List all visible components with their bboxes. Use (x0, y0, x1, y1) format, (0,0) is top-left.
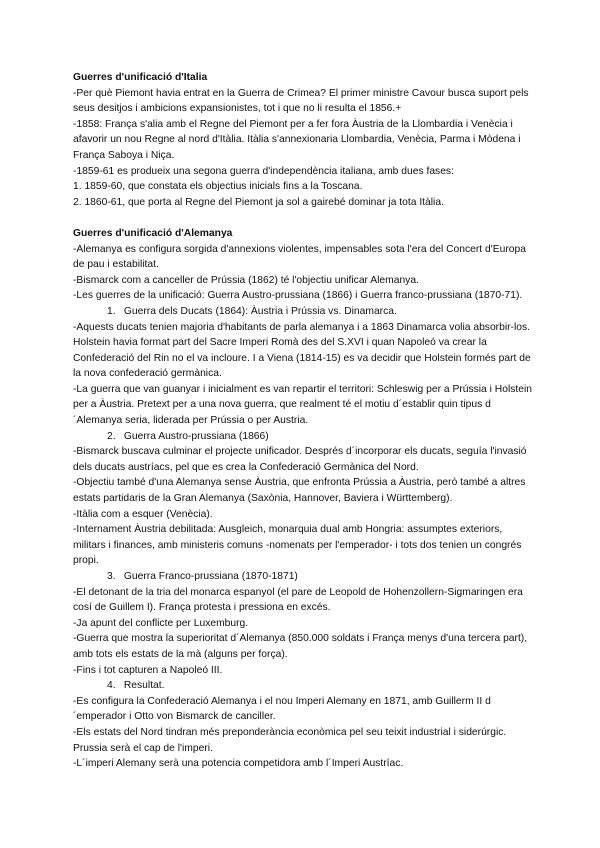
subsection-title: Guerra Austro-prussiana (1866) (123, 430, 269, 442)
paragraph: -Fins i tot capturen a Napoleó III. (73, 664, 223, 676)
section-heading-germany: Guerres d'unificació d'Alemanya (73, 227, 233, 239)
paragraph: -Internament Àustria debilitada: Ausgleich, monarquia dual amb Hongria: assumptes exteriors, militars i finances, amb ministeris comuns -nomenats per l'emperador- i tots dos tenien un congrés propi. (73, 524, 522, 567)
list-number: 4. (107, 680, 116, 692)
paragraph: -Guerra que mostra la superioritat d´Alemanya (850.000 soldats i França menys d'una tercera part), amb tots els estats de la mà (alguns per força). (73, 633, 528, 660)
subsection-title: Guerra dels Ducats (1864): Àustria i Prússia vs. Dinamarca. (123, 305, 397, 317)
paragraph: -Els estats del Nord tindran més preponderància econòmica pel seu teixit industrial i siderúrgic. Prussia serà el cap de l'imperi. (73, 726, 507, 754)
paragraph: -El detonant de la tria del monarca espanyol (el pare de Leopold de Hohenzollern-Sigmaringen era cosí de Guillem I). França protesta i pressiona en excés. (73, 586, 523, 614)
paragraph: -Aquests ducats tenien majoria d'habitants de parla alemanya i a 1863 Dinamarca volia absorbir-los. Holstein havia format part del Sacre Imperi Romà des del S.XVI i quan Napoleó va crear la Confederació del Rin no el va incloure. I a Viena (1814-15) es va decidir que Holstein formés part de la nova confederació germànica. (73, 321, 531, 380)
document-body (73, 70, 535, 772)
paragraph: 1. 1859-60, que constata els objectius inicials fins a la Toscana. (73, 181, 363, 193)
paragraph: -Objectiu també d'una Alemanya sense Àustria, que enfronta Prússia a Àustria, però també a altres estats partidaris de la Gran Alemanya (Saxònia, Hannover, Baviera i Württemberg). (73, 477, 526, 505)
subsection-title: Resultat. (123, 680, 165, 692)
subsection-heading-ducats (73, 304, 535, 320)
paragraph: -Alemanya es configura sorgida d'annexions violentes, impensables sota l'era del Concert d'Europa de pau i estabilitat. (73, 243, 526, 271)
paragraph: -1858: França s'alia amb el Regne del Piemont per a fer fora Àustria de la Llombardia i Venècia i afavorir un nou Regne al nord d'Itàlia. Itàlia s'annexionaria Llombardia, Venècia, Parma i Mòdena i França Saboya i Niça. (73, 118, 521, 161)
paragraph: -Itàlia com a esquer (Venècia). (73, 508, 213, 520)
paragraph: -L´imperi Alemany serà una potencia competidora amb l´Imperi Austríac. (73, 758, 404, 770)
section-heading-italy: Guerres d'unificació d'Italia (73, 72, 208, 83)
subsection-title: Guerra Franco-prussiana (1870-1871) (123, 571, 298, 582)
subsection-heading-austro-prussian (73, 429, 535, 445)
list-number: 1. (107, 305, 116, 317)
paragraph: -Es configura la Confederació Alemanya i el nou Imperi Alemany en 1871, amb Guillerm II d´emperador i Otto von Bismarck de canciller. (73, 695, 491, 723)
list-number: 3. (107, 571, 116, 582)
paragraph: -La guerra que van guanyar i inicialment es van repartir el territori: Schleswig per a Prússia i Holstein per a Àustria. Pretext per a una nova guerra, que realment té el motiu d´establir quin tipus d´Alemanya seria, liderada per Prússia o per Austria. (73, 383, 532, 427)
list-number: 2. (107, 430, 116, 442)
subsection-heading-franco-prussian (73, 569, 535, 585)
paragraph: -Ja apunt del conflicte per Luxemburg. (73, 617, 249, 629)
paragraph: -Per què Piemont havia entrat en la Guerra de Crimea? El primer ministre Cavour busca suport pels seus desitjos i ambicions expansionistes, tot i que no li resulta el 1856.+ (73, 87, 529, 115)
paragraph: -Les guerres de la unificació: Guerra Austro-prussiana (1866) i Guerra franco-prussiana (1870-71). (73, 290, 523, 302)
spacer (73, 210, 535, 226)
paragraph: -Bismarck buscava culminar el projecte unificador. Després d´incorporar els ducats, seguía l'invasió dels ducats austríacs, pel que es crea la Confederació Germànica del Nord. (73, 446, 527, 473)
paragraph: -1859-61 es produeix una segona guerra d'independència italiana, amb dues fases: (73, 165, 454, 177)
paragraph: -Bismarck com a canceller de Prússia (1862) té l'objectiu unificar Alemanya. (73, 274, 419, 286)
subsection-heading-result (73, 678, 535, 694)
paragraph: 2. 1860-61, que porta al Regne del Piemont ja sol a gairebé dominar ja tota Itàlia. (73, 196, 444, 208)
